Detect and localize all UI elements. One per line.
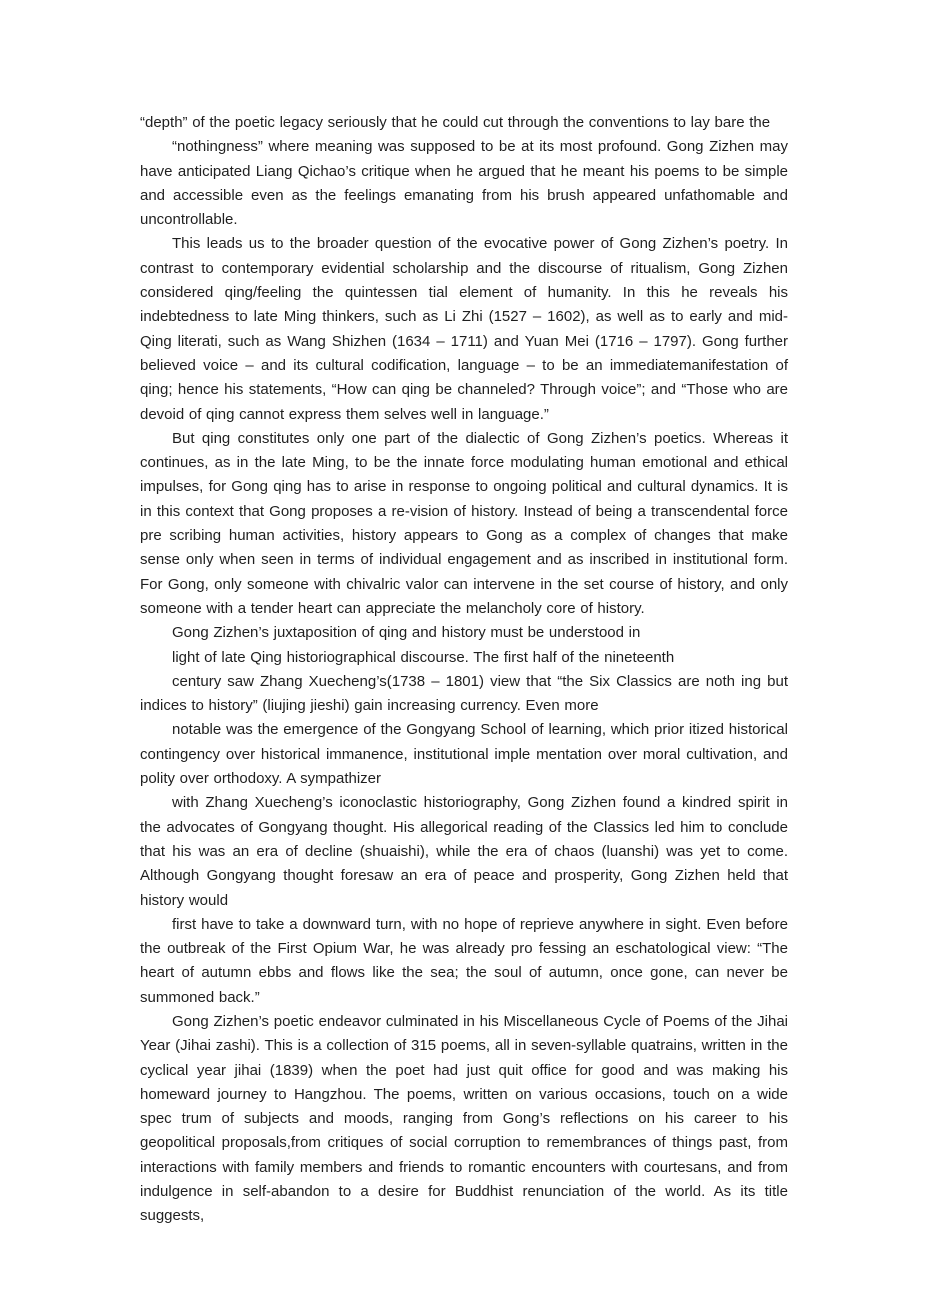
paragraph: “nothingness” where meaning was supposed to be at its most profound. Gong Zizhen may have anticipated Liang Qichao’s critique when he argued that he meant his poems to be simple and accessible even as the feelings emanating from his brush appeared unfathomable and uncontrollable. (140, 138, 788, 229)
paragraph: Gong Zizhen’s juxtaposition of qing and history must be understood in (172, 624, 641, 642)
paragraph: “depth” of the poetic legacy seriously that he could cut through the conventions to lay bare the (140, 114, 771, 131)
paragraph: century saw Zhang Xuecheng’s(1738 – 1801) view that “the Six Classics are noth ing but indices to history” (liujing jieshi) gain increasing currency. Even more (140, 672, 788, 715)
text-block (140, 111, 788, 1229)
paragraph: notable was the emergence of the Gongyang School of learning, which prior itized historical contingency over historical immanence, institutional imple mentation over moral cultivation, and polity over orthodoxy. A sympathizer (140, 721, 788, 788)
paragraph: light of late Qing historiographical discourse. The first half of the nineteenth (172, 648, 675, 666)
paragraph: first have to take a downward turn, with no hope of reprieve anywhere in sight. Even before the outbreak of the First Opium War, he was already pro fessing an eschatological view: “The heart of autumn ebbs and flows like the sea; the soul of autumn, once gone, can never be summoned back.” (140, 915, 788, 1006)
paragraph: This leads us to the broader question of the evocative power of Gong Zizhen’s poetry. In contrast to contemporary evidential scholarship and the discourse of ritualism, Gong Zizhen considered qing/feeling the quintessen tial element of humanity. In this he reveals his indebtedness to late Ming thinkers, such as Li Zhi (1527 – 1602), as well as to early and mid-Qing literati, such as Wang Shizhen (1634 – 1711) and Yuan Mei (1716 – 1797). Gong further believed voice – and its cultural codification, language – to be an immediatemanifestation of qing; hence his statements, “How can qing be channeled? Through voice”; and “Those who are devoid of qing cannot express them selves well in language.” (140, 235, 788, 423)
paragraph: Gong Zizhen’s poetic endeavor culminated in his Miscellaneous Cycle of Poems of the Jihai Year (Jihai zashi). This is a collection of 315 poems, all in seven-syllable quatrains, written in the cyclical year jihai (1839) when the poet had just quit office for good and was making his homeward journey to Hangzhou. The poems, written on various occasions, touch on a wide spec trum of subjects and moods, ranging from Gong’s reflections on his career to his geopolitical proposals,from critiques of social corruption to remembrances of things past, from interactions with family members and friends to romantic encounters with courtesans, and from indulgence in self-abandon to a desire for Buddhist renunciation of the world. As its title suggests, (140, 1012, 788, 1225)
paragraph: with Zhang Xuecheng’s iconoclastic historiography, Gong Zizhen found a kindred spirit in the advocates of Gongyang thought. His allegorical reading of the Classics led him to conclude that his was an era of decline (shuaishi), while the era of chaos (luanshi) was yet to come. Although Gongyang thought foresaw an era of peace and prosperity, Gong Zizhen held that history would (140, 794, 788, 909)
paragraph: But qing constitutes only one part of the dialectic of Gong Zizhen’s poetics. Whereas it continues, as in the late Ming, to be the innate force modulating human emotional and ethical impulses, for Gong qing has to arise in response to ongoing political and cultural dynamics. It is in this context that Gong proposes a re-vision of history. Instead of being a transcendental force pre scribing human activities, history appears to Gong as a complex of changes that make sense only when seen in terms of individual engagement and as inscribed in institutional form. For Gong, only someone with chivalric valor can intervene in the set course of history, and only someone with a tender heart can appreciate the melancholy core of history. (140, 429, 788, 617)
